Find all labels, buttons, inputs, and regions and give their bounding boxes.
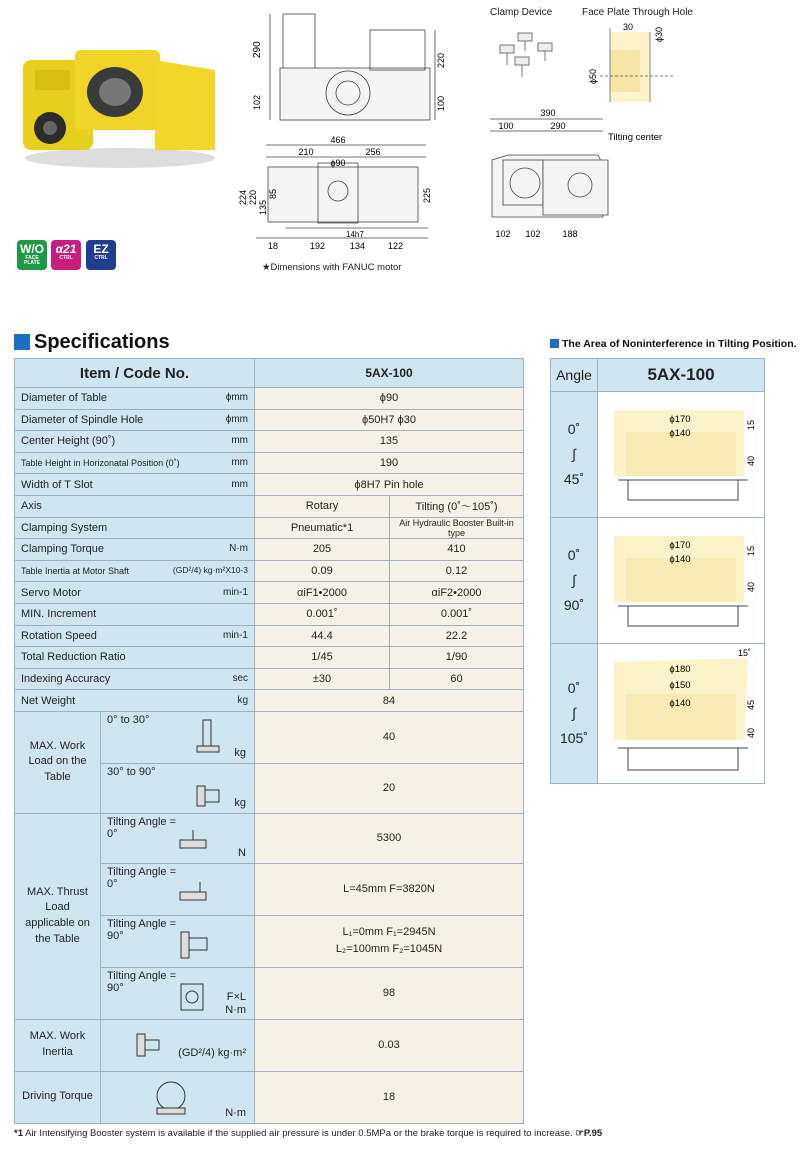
svg-text:466: 466	[330, 135, 346, 145]
row-min-inc: MIN. Increment 0.001˚ 0.001˚	[15, 603, 524, 625]
nonint-row-105: 0˚ ∫ 105˚ ϕ180 ϕ150 ϕ140 15˚ 45 40	[551, 644, 765, 784]
side-view-body	[488, 155, 613, 225]
svg-text:135: 135	[258, 199, 268, 215]
svg-text:14h7: 14h7	[346, 230, 364, 239]
svg-text:ϕ170: ϕ170	[669, 414, 691, 425]
svg-text:102: 102	[495, 229, 511, 239]
spec-table	[14, 358, 524, 1124]
row-spindle-hole: Diameter of Spindle Hole ϕmm ϕ50H7 ϕ30	[15, 409, 524, 431]
row-center-height: Center Height (90˚) mm 135	[15, 431, 524, 453]
svg-text:15: 15	[746, 545, 756, 556]
specifications-title: Specifications	[14, 331, 170, 354]
row-clamping: Clamping System Pneumatic*1 Air Hydraulic Booster Built-in type	[15, 517, 524, 539]
svg-text:45: 45	[746, 699, 756, 710]
nonint-fig-45	[598, 392, 764, 512]
svg-text:15: 15	[746, 419, 756, 430]
clamp-device-label: Clamp Device	[490, 7, 553, 18]
thrust-icon-3	[173, 928, 215, 962]
svg-text:ϕ150: ϕ150	[669, 680, 691, 691]
row-table-height: Table Height in Horizonatal Position (0˚) mm 190	[15, 452, 524, 474]
svg-text:390: 390	[540, 108, 556, 118]
col-code: 5AX-100	[255, 359, 524, 388]
row-thrust-1: MAX. Thrust Load applicable on the Table Tilting Angle = 0° N 5300	[15, 813, 524, 863]
faceplate-drawing	[580, 18, 680, 104]
nonint-row-45: 0˚ ∫ 45˚ ϕ170 ϕ140 15 40	[551, 392, 765, 518]
thrust-icon-1	[176, 828, 210, 858]
svg-text:ϕ170: ϕ170	[669, 540, 691, 551]
svg-text:ϕ30: ϕ30	[654, 26, 664, 42]
drawing-front-view	[238, 133, 438, 258]
col-item: Item / Code No.	[15, 359, 255, 388]
noninterference-table	[550, 358, 765, 784]
svg-text:134: 134	[350, 241, 366, 251]
nonint-fig-105	[598, 644, 764, 778]
badge-wo-face-plate: W/O FACE PLATE	[17, 240, 47, 270]
svg-text:220: 220	[248, 189, 258, 205]
badge-ez-ctrl: EZ CTRL	[86, 240, 116, 270]
row-driving-torque: Driving Torque N·m 18	[15, 1071, 524, 1123]
svg-text:ϕ90: ϕ90	[330, 158, 346, 168]
svg-text:102: 102	[252, 94, 262, 110]
thrust-icon-2	[176, 878, 216, 908]
svg-text:102: 102	[525, 229, 541, 239]
badge-alpha21-ctrl: α21 CTRL	[51, 240, 81, 270]
svg-text:210: 210	[298, 147, 314, 157]
inertia-icon	[123, 1030, 173, 1060]
row-reduction: Total Reduction Ratio 1/45 1/90	[15, 647, 524, 669]
col-code-side: 5AX-100	[598, 359, 765, 392]
footnote-page-ref[interactable]: ☞P.95	[575, 1128, 603, 1139]
svg-text:192: 192	[310, 241, 326, 251]
row-thrust-4: Tilting Angle = 90° F×L N·m 98	[15, 967, 524, 1019]
torque-icon	[151, 1078, 191, 1118]
svg-text:224: 224	[238, 189, 248, 205]
svg-text:290: 290	[550, 121, 566, 131]
svg-text:30: 30	[622, 22, 634, 32]
svg-text:40: 40	[746, 581, 756, 592]
svg-text:220: 220	[436, 52, 446, 68]
nonint-row-90: 0˚ ∫ 90˚ ϕ170 ϕ140 15 40	[551, 518, 765, 644]
svg-text:15˚: 15˚	[738, 648, 752, 658]
row-workload-1: MAX. Work Load on the Table 0° to 30° kg 40	[15, 711, 524, 763]
faceplate-label: Face Plate Through Hole	[582, 7, 693, 18]
workload-icon-1	[193, 718, 223, 754]
svg-text:ϕ180: ϕ180	[669, 664, 691, 675]
row-workload-2: 30° to 90° kg 20	[15, 763, 524, 813]
noninterference-title: The Area of Noninterference in Tilting Position.	[550, 338, 797, 350]
row-axis: Axis Rotary Tilting (0˚～105˚)	[15, 495, 524, 517]
svg-text:256: 256	[365, 147, 381, 157]
row-indexing: Indexing Accuracy sec ±30 60	[15, 668, 524, 690]
svg-text:Tilting center: Tilting center	[608, 132, 663, 143]
svg-text:ϕ140: ϕ140	[669, 554, 691, 565]
product-photo	[15, 20, 220, 170]
thrust-icon-4	[177, 978, 209, 1012]
nonint-fig-90	[598, 518, 764, 638]
svg-text:188: 188	[562, 229, 578, 239]
row-work-inertia: MAX. Work Inertia (GD²/4) kg·m² 0.03	[15, 1019, 524, 1071]
svg-text:ϕ140: ϕ140	[669, 428, 691, 439]
svg-text:122: 122	[388, 241, 404, 251]
row-inertia: Table Inertia at Motor Shaft (GD²/4) kg·m²X10-3 0.09 0.12	[15, 560, 524, 582]
svg-text:40: 40	[746, 455, 756, 466]
svg-text:100: 100	[436, 95, 446, 111]
row-servo: Servo Motor min-1 αiF1•2000 αiF2•2000	[15, 582, 524, 604]
row-weight: Net Weight kg 84	[15, 690, 524, 712]
row-rot-speed: Rotation Speed min-1 44.4 22.2	[15, 625, 524, 647]
svg-text:100: 100	[498, 121, 514, 131]
footnote: *1 Air Intensifying Booster system is available if the supplied air pressure is under 0.5MPa or the brake torque is required to increase. ☞P.95	[14, 1128, 603, 1139]
row-thrust-2: Tilting Angle = 0° L=45mm F=3820N	[15, 863, 524, 915]
drawing-note: ★Dimensions with FANUC motor	[262, 262, 402, 273]
row-clamp-torque: Clamping Torque N·m 205 410	[15, 539, 524, 561]
svg-text:ϕ140: ϕ140	[669, 698, 691, 709]
row-diameter-table: Diameter of Table ϕmm ϕ90	[15, 388, 524, 410]
workload-icon-2	[189, 782, 229, 810]
svg-text:18: 18	[268, 241, 279, 251]
svg-text:ϕ50: ϕ50	[588, 68, 598, 84]
row-thrust-3: Tilting Angle = 90° L₁=0mm F₁=2945N L₂=100mm F₂=1045N	[15, 915, 524, 967]
clamp-device-drawing	[490, 25, 560, 80]
svg-text:40: 40	[746, 727, 756, 738]
svg-text:85: 85	[268, 188, 278, 199]
row-tslot: Width of T Slot mm ϕ8H7 Pin hole	[15, 474, 524, 496]
drawing-top-view	[250, 8, 450, 128]
svg-text:225: 225	[422, 187, 432, 203]
col-angle: Angle	[551, 359, 598, 392]
svg-text:290: 290	[252, 41, 263, 58]
